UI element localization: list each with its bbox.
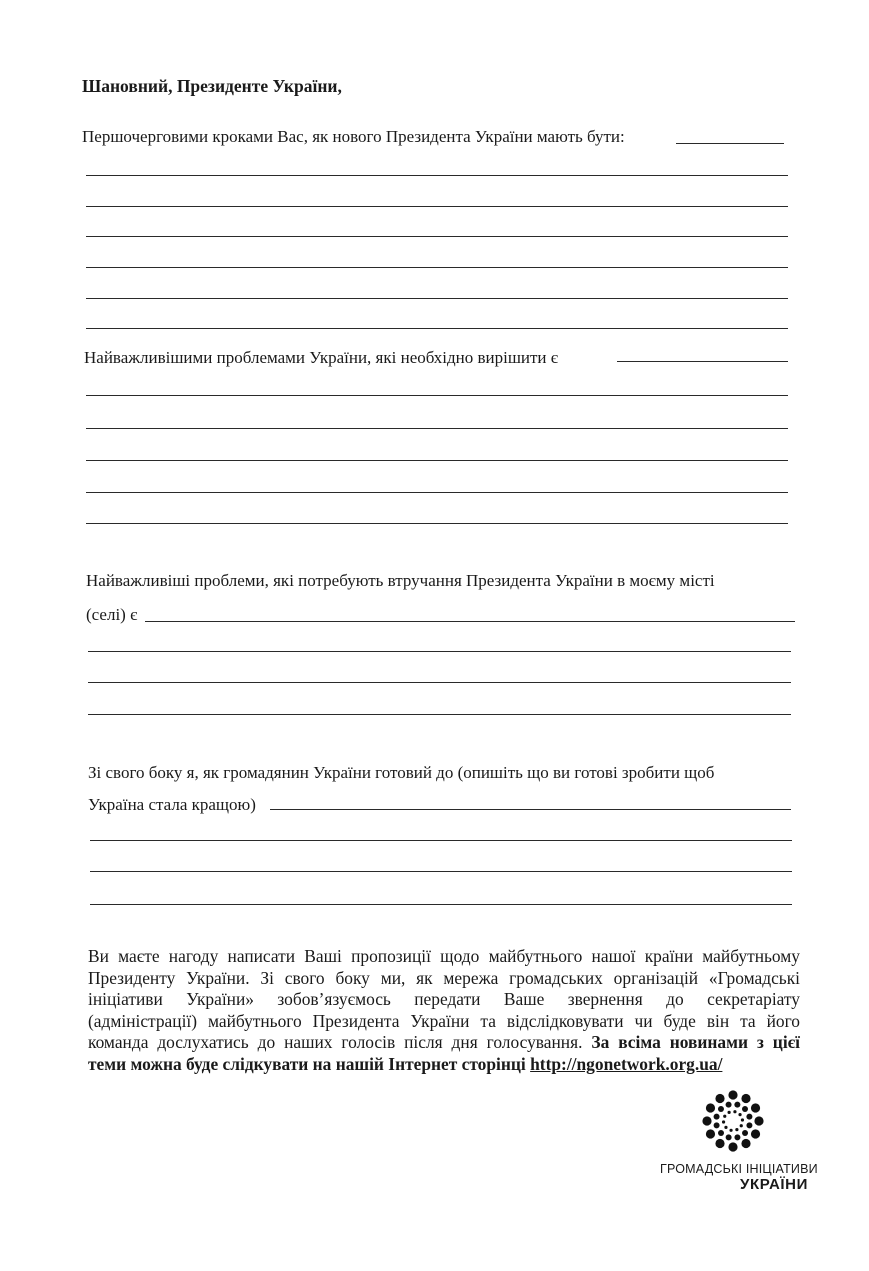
logo-dot — [751, 1129, 760, 1138]
answer-line[interactable] — [88, 714, 791, 715]
answer-line[interactable] — [676, 143, 784, 144]
logo-dot — [746, 1122, 752, 1128]
answer-line[interactable] — [86, 492, 788, 493]
organization-logo — [660, 1090, 818, 1200]
answer-line[interactable] — [617, 361, 788, 362]
paragraph-line: ініціативи України» зобов’язуємось передати Ваше звернення до секретаріату — [88, 989, 800, 1009]
question-3-prompt-continued: (селі) є — [86, 605, 138, 624]
logo-dot — [728, 1111, 731, 1114]
greeting: Шановний, Президенте України, — [82, 76, 342, 96]
answer-line[interactable] — [86, 428, 788, 429]
news-notice: За всіма новинами з цієї — [591, 1032, 801, 1052]
logo-dot — [751, 1103, 760, 1112]
logo-dot — [742, 1130, 748, 1136]
website-link[interactable]: http://ngonetwork.org.ua/ — [530, 1053, 723, 1074]
answer-line[interactable] — [86, 175, 788, 176]
logo-dot — [740, 1124, 743, 1127]
logo-dot — [718, 1106, 724, 1112]
answer-line[interactable] — [86, 523, 788, 524]
logo-dot — [724, 1126, 727, 1129]
dot-circle-logo-icon — [698, 1090, 768, 1152]
answer-line[interactable] — [86, 236, 788, 237]
question-1-prompt: Першочерговими кроками Вас, як нового Президента України мають бути: — [82, 127, 625, 146]
logo-dot — [734, 1102, 740, 1108]
logo-dot — [718, 1130, 724, 1136]
logo-dot — [726, 1134, 732, 1140]
logo-dot — [742, 1106, 748, 1112]
paragraph-text: команда дослухатись до наших голосів після дня голосування. — [88, 1032, 583, 1052]
logo-dot — [741, 1139, 750, 1148]
answer-line[interactable] — [86, 267, 788, 268]
answer-line[interactable] — [86, 395, 788, 396]
question-4-prompt: Зі свого боку я, як громадянин України готовий до (опишіть що ви готові зробити щоб — [88, 763, 715, 782]
logo-dot — [722, 1120, 725, 1123]
answer-line[interactable] — [90, 871, 792, 872]
logo-dot — [715, 1139, 724, 1148]
logo-dot — [729, 1129, 732, 1132]
logo-dot — [723, 1115, 726, 1118]
answer-line[interactable] — [86, 298, 788, 299]
logo-dot — [741, 1118, 744, 1121]
paragraph-line — [88, 1032, 800, 1054]
logo-dot — [733, 1110, 736, 1113]
logo-dot — [734, 1134, 740, 1140]
answer-line[interactable] — [90, 840, 792, 841]
logo-dot — [738, 1113, 741, 1116]
answer-line[interactable] — [88, 651, 791, 652]
logo-dot — [728, 1090, 737, 1099]
paragraph-line — [88, 1054, 800, 1076]
logo-name-line-1: ГРОМАДСЬКІ ІНІЦІАТИВИ — [660, 1162, 818, 1176]
logo-dot — [706, 1129, 715, 1138]
logo-dot — [746, 1114, 752, 1120]
logo-dot — [714, 1114, 720, 1120]
answer-line[interactable] — [145, 621, 795, 622]
answer-line[interactable] — [88, 682, 791, 683]
logo-name-line-2: УКРАЇНИ — [740, 1176, 808, 1193]
logo-dot — [754, 1116, 763, 1125]
news-notice: теми можна буде слідкувати на нашій Інтернет сторінці — [88, 1053, 526, 1074]
answer-line[interactable] — [86, 460, 788, 461]
logo-dot — [735, 1128, 738, 1131]
question-4-prompt-continued: Україна стала кращою) — [88, 795, 256, 814]
question-3-prompt: Найважливіші проблеми, які потребують втручання Президента України в моєму місті — [86, 571, 715, 590]
logo-dot — [726, 1102, 732, 1108]
answer-line[interactable] — [86, 328, 788, 329]
paragraph-line: (адміністрації) майбутнього Президента України та відслідковувати чи буде він та його — [88, 1010, 800, 1031]
logo-dot — [702, 1116, 711, 1125]
logo-dot — [741, 1094, 750, 1103]
question-2-prompt: Найважливішими проблемами України, які необхідно вирішити є — [84, 348, 559, 367]
answer-line[interactable] — [86, 206, 788, 207]
answer-line[interactable] — [90, 904, 792, 905]
logo-dot — [728, 1142, 737, 1151]
answer-line[interactable] — [270, 809, 791, 810]
logo-dot — [714, 1122, 720, 1128]
logo-dot — [706, 1103, 715, 1112]
paragraph-line: Ви маєте нагоду написати Ваші пропозиції щодо майбутнього нашої країни майбутньому — [88, 946, 800, 966]
logo-dot — [715, 1094, 724, 1103]
information-paragraph — [88, 946, 800, 1075]
paragraph-line: Президенту України. Зі свого боку ми, як мережа громадських організацій «Громадські — [88, 967, 800, 988]
